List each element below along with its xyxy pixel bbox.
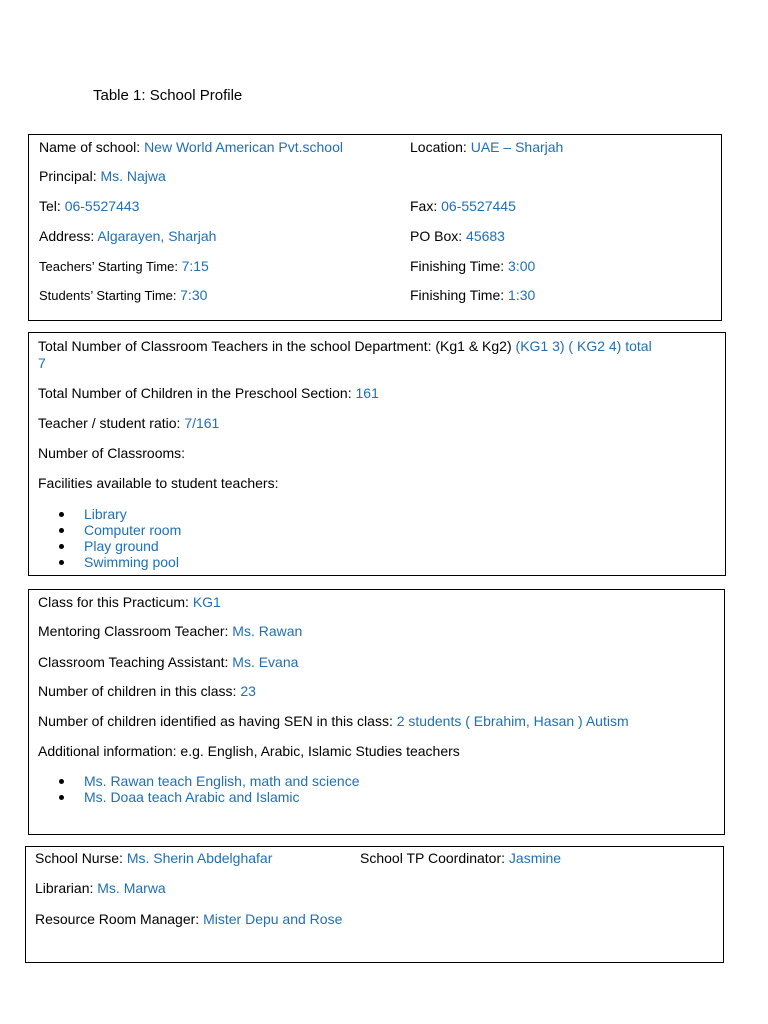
- list-item: Ms. Rawan teach English, math and science: [38, 773, 359, 789]
- sen-value: 2 students ( Ebrahim, Hasan ) Autism: [396, 713, 629, 729]
- teachers-list: [38, 773, 359, 805]
- class-row: Class for this Practicum: KG1: [38, 594, 221, 610]
- students-finish-row: Finishing Time: 1:30: [410, 287, 536, 303]
- list-item: Play ground: [38, 538, 181, 554]
- principal-row: Principal: Ms. Najwa: [39, 168, 166, 184]
- class-children-value: 23: [240, 683, 256, 699]
- students-finish-value: 1:30: [508, 287, 536, 303]
- facilities-list: [38, 506, 181, 570]
- children-total-value: 161: [355, 385, 379, 401]
- school-name-value: New World American Pvt.school: [144, 139, 343, 155]
- bullet-icon: [59, 795, 64, 800]
- tel-value: 06-5527443: [64, 198, 140, 214]
- resource-row: Resource Room Manager: Mister Depu and Rose: [35, 911, 343, 927]
- children-total-row: Total Number of Children in the Preschool Section: 161: [38, 385, 379, 401]
- bullet-icon: [59, 528, 64, 533]
- bullet-icon: [59, 512, 64, 517]
- coordinator-value: Jasmine: [508, 850, 562, 866]
- resource-value: Mister Depu and Rose: [203, 911, 343, 927]
- teachers-start-row: Teachers’ Starting Time: 7:15: [39, 258, 209, 274]
- address-row: Address: Algarayen, Sharjah: [39, 228, 217, 244]
- document-title: Table 1: School Profile: [93, 87, 243, 104]
- fax-row: Fax: 06-5527445: [410, 198, 516, 214]
- ratio-row: Teacher / student ratio: 7/161: [38, 415, 220, 431]
- classrooms-label: Number of Classrooms:: [38, 445, 186, 461]
- fax-value: 06-5527445: [441, 198, 516, 214]
- principal-value: Ms. Najwa: [100, 168, 166, 184]
- class-children-row: Number of children in this class: 23: [38, 683, 256, 699]
- list-item: Ms. Doaa teach Arabic and Islamic: [38, 789, 359, 805]
- assistant-row: Classroom Teaching Assistant: Ms. Evana: [38, 654, 299, 670]
- mentor-value: Ms. Rawan: [232, 623, 303, 639]
- tel-row: Tel: 06-5527443: [39, 198, 140, 214]
- students-start-row: Students’ Starting Time: 7:30: [39, 287, 208, 303]
- school-name-row: Name of school: New World American Pvt.school: [39, 139, 343, 155]
- teachers-total-value: (KG1 3) ( KG2 4) total: [515, 338, 652, 354]
- bullet-icon: [59, 544, 64, 549]
- teachers-total-row: Total Number of Classroom Teachers in the school Department: (Kg1 & Kg2) (KG1 3) ( KG2 4) total: [38, 338, 652, 354]
- mentor-row: Mentoring Classroom Teacher: Ms. Rawan: [38, 623, 303, 639]
- class-value: KG1: [192, 594, 221, 610]
- nurse-value: Ms. Sherin Abdelghafar: [126, 850, 273, 866]
- pobox-row: PO Box: 45683: [410, 228, 505, 244]
- list-item: Swimming pool: [38, 554, 181, 570]
- bullet-icon: [59, 779, 64, 784]
- teachers-total-value-cont: 7: [38, 355, 46, 371]
- sen-row: Number of children identified as having SEN in this class: 2 students ( Ebrahim, Hasan ) Autism: [38, 713, 629, 729]
- list-item: Library: [38, 506, 181, 522]
- pobox-value: 45683: [466, 228, 505, 244]
- teachers-finish-value: 3:00: [508, 258, 536, 274]
- list-item: Computer room: [38, 522, 181, 538]
- teachers-finish-row: Finishing Time: 3:00: [410, 258, 536, 274]
- nurse-row: School Nurse: Ms. Sherin Abdelghafar: [35, 850, 273, 866]
- location-value: UAE – Sharjah: [470, 139, 564, 155]
- ratio-value: 7/161: [184, 415, 220, 431]
- librarian-value: Ms. Marwa: [97, 880, 166, 896]
- bullet-icon: [59, 560, 64, 565]
- coordinator-row: School TP Coordinator: Jasmine: [360, 850, 562, 866]
- students-start-value: 7:30: [180, 287, 208, 303]
- additional-info-label: Additional information: e.g. English, Arabic, Islamic Studies teachers: [38, 743, 460, 759]
- address-value: Algarayen, Sharjah: [97, 228, 217, 244]
- facilities-label: Facilities available to student teachers:: [38, 475, 279, 491]
- assistant-value: Ms. Evana: [232, 654, 299, 670]
- location-row: Location: UAE – Sharjah: [410, 139, 564, 155]
- teachers-start-value: 7:15: [181, 258, 209, 274]
- librarian-row: Librarian: Ms. Marwa: [35, 880, 166, 896]
